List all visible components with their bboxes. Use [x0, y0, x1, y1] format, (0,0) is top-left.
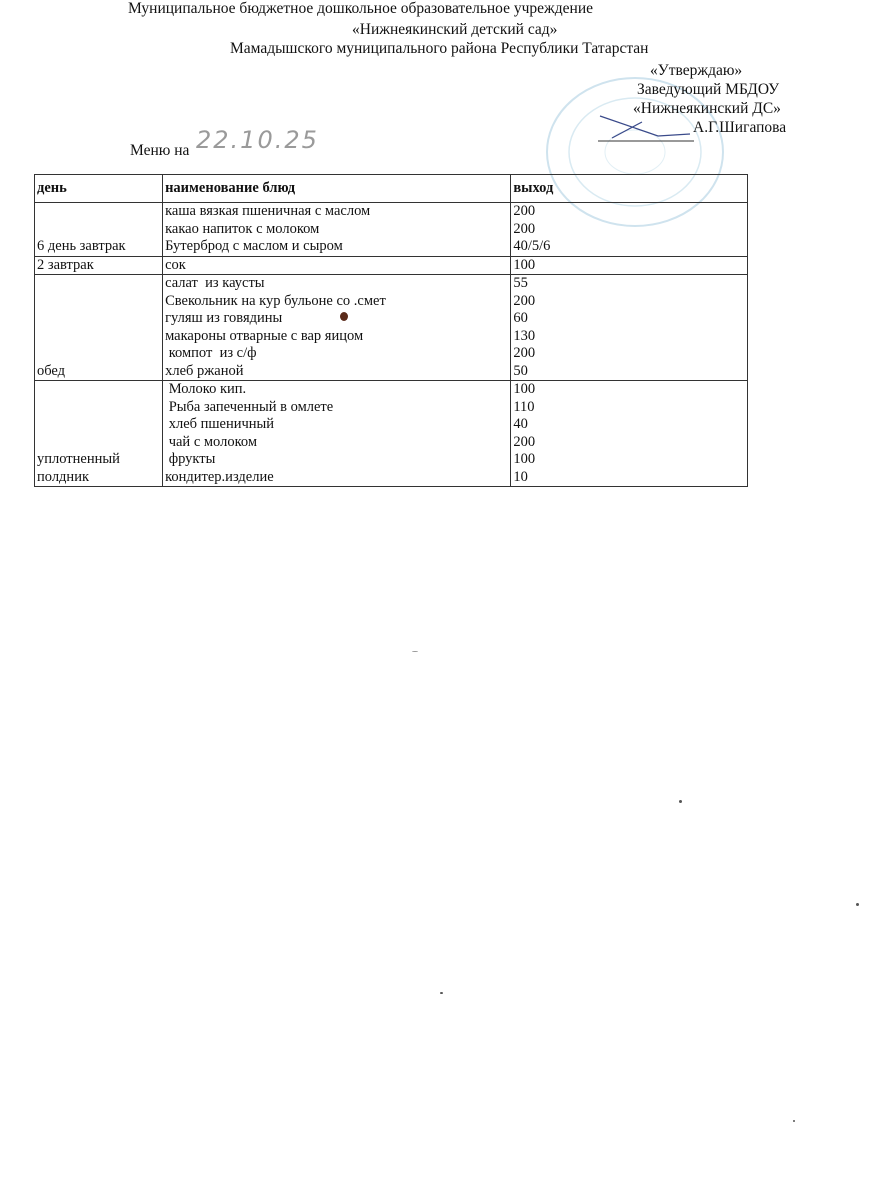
- org-name-line2: «Нижнеякинский детский сад»: [352, 21, 558, 38]
- dish-name: Бутерброд с маслом и сыром: [165, 238, 343, 254]
- dish-name: хлеб ржаной: [165, 362, 244, 379]
- day-cell: уплотненный полдник: [35, 381, 163, 487]
- header-day: день: [35, 175, 163, 203]
- org-name-line1: Муниципальное бюджетное дошкольное образовательное учреждение: [128, 0, 593, 17]
- output-cell: [511, 203, 748, 257]
- table-row: [35, 256, 748, 275]
- dishes-cell: [163, 203, 511, 257]
- dish-name: Рыба запеченный в омлете: [165, 398, 334, 415]
- dishes-cell: [163, 381, 511, 487]
- dish-name: хлеб пшеничный: [165, 416, 275, 432]
- output-cell: [511, 381, 748, 487]
- paper-speck: [679, 800, 682, 803]
- table-row: [35, 275, 748, 381]
- paper-speck: [412, 651, 418, 652]
- output-value: 50: [513, 362, 528, 379]
- dish-name: компот из с/ф: [165, 345, 257, 361]
- director-name: А.Г.Шигапова: [693, 119, 787, 136]
- menu-date: 22.10.25: [196, 126, 319, 154]
- dish-name: Молоко кип.: [165, 381, 247, 397]
- output-value: 40: [513, 416, 528, 432]
- dish-name: фрукты: [165, 451, 216, 467]
- table-header-row: [35, 175, 748, 203]
- menu-label: Меню на: [130, 142, 190, 159]
- output-value: 200: [513, 292, 536, 309]
- dish-name: сок: [165, 256, 186, 273]
- approval-title: «Утверждаю»: [650, 62, 743, 79]
- output-value: 100: [513, 381, 536, 397]
- output-value: 10: [513, 468, 528, 485]
- output-value: 40/5/6: [513, 238, 551, 254]
- output-value: 100: [513, 256, 536, 273]
- signature-icon: [598, 112, 698, 142]
- output-cell: [511, 275, 748, 381]
- dishes-cell: [163, 256, 511, 275]
- approval-school: «Нижнеякинский ДС»: [633, 100, 781, 117]
- output-value: 200: [513, 433, 536, 450]
- dish-name: гуляш из говядины: [165, 310, 283, 326]
- approval-position: Заведующий МБДОУ: [637, 81, 780, 98]
- output-value: 55: [513, 275, 528, 291]
- output-value: 100: [513, 451, 536, 467]
- output-value: 200: [513, 345, 536, 361]
- table-row: [35, 381, 748, 487]
- paper-speck: [440, 992, 443, 994]
- dish-name: Свекольник на кур бульоне со .смет: [165, 292, 386, 309]
- dish-name: каша вязкая пшеничная с маслом: [165, 203, 371, 219]
- dish-name: какао напиток с молоком: [165, 220, 320, 237]
- output-cell: [511, 256, 748, 275]
- day-cell: 2 завтрак: [35, 256, 163, 275]
- day-cell: обед: [35, 275, 163, 381]
- output-value: 110: [513, 398, 535, 415]
- paper-speck: [793, 1120, 795, 1122]
- menu-table: [34, 174, 748, 487]
- output-value: 130: [513, 327, 536, 344]
- paper-speck: [340, 312, 348, 321]
- output-value: 200: [513, 203, 536, 219]
- paper-speck: [856, 903, 859, 906]
- output-value: 200: [513, 220, 536, 237]
- header-output: выход: [511, 175, 748, 203]
- dish-name: кондитер.изделие: [165, 468, 274, 485]
- dishes-cell: [163, 275, 511, 381]
- org-name-line3: Мамадышского муниципального района Республики Татарстан: [230, 40, 649, 57]
- header-dish: наименование блюд: [163, 175, 511, 203]
- day-cell: 6 день завтрак: [35, 203, 163, 257]
- table-row: [35, 203, 748, 257]
- dish-name: чай с молоком: [165, 433, 258, 450]
- dish-name: макароны отварные с вар яицом: [165, 327, 364, 344]
- output-value: 60: [513, 310, 528, 326]
- dish-name: салат из каусты: [165, 275, 265, 291]
